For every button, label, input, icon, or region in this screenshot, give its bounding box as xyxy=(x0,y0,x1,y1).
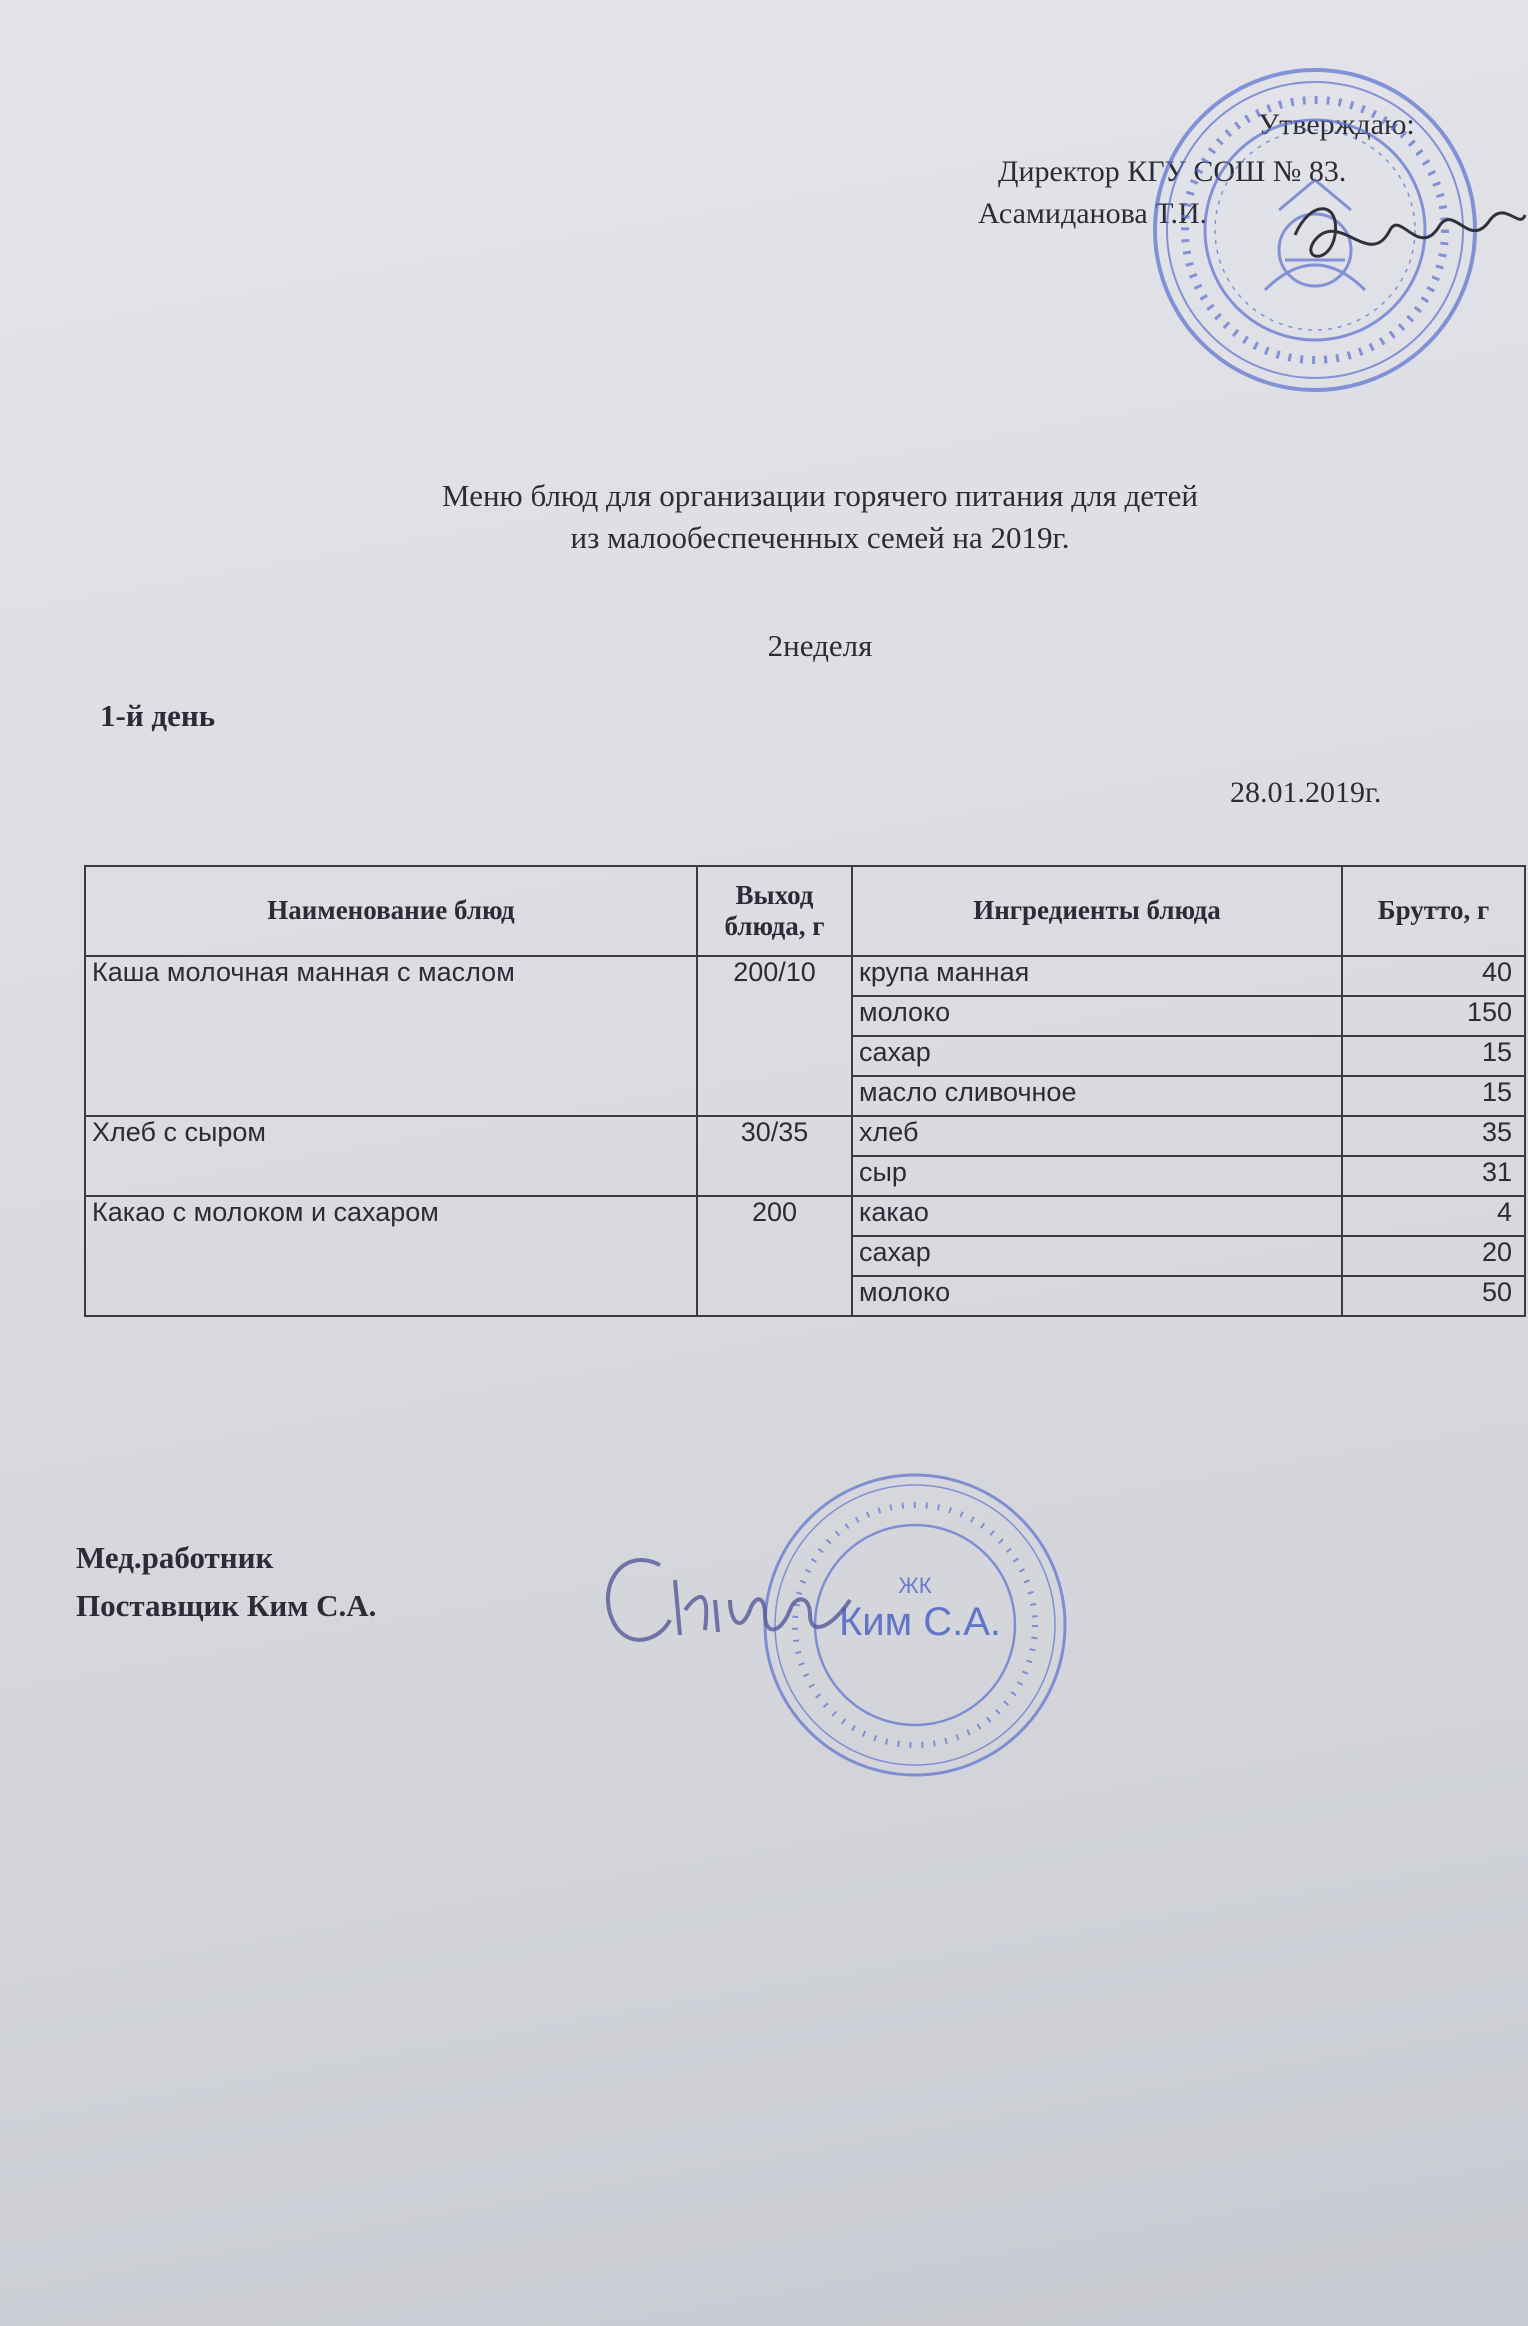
dish-yield: 30/35 xyxy=(697,1116,852,1196)
approval-title: Утверждаю: xyxy=(1258,108,1415,141)
table-row xyxy=(85,956,1525,996)
ingredient-name: какао xyxy=(852,1196,1342,1236)
ingredient-brutto: 31 xyxy=(1342,1156,1525,1196)
ingredient-name: хлеб xyxy=(852,1116,1342,1156)
ingredient-brutto: 150 xyxy=(1342,996,1525,1036)
dish-yield: 200/10 xyxy=(697,956,852,1116)
ingredient-brutto: 4 xyxy=(1342,1196,1525,1236)
approval-name: Асамиданова Т.И. xyxy=(978,197,1208,230)
ingredient-name: масло сливочное xyxy=(852,1076,1342,1116)
dish-yield: 200 xyxy=(697,1196,852,1316)
supplier-signature xyxy=(590,1540,890,1660)
table-row xyxy=(85,1196,1525,1236)
director-signature xyxy=(1280,190,1528,280)
ingredient-name: сахар xyxy=(852,1236,1342,1276)
col-header-brutto: Брутто, г xyxy=(1342,866,1525,956)
dish-name: Хлеб с сыром xyxy=(85,1116,697,1196)
stamp-mark: ЖК xyxy=(898,1573,932,1598)
ingredient-brutto: 15 xyxy=(1342,1036,1525,1076)
stamp-center-text: Ким С.А. xyxy=(838,1600,1002,1644)
col-header-ingredients: Ингредиенты блюда xyxy=(852,866,1342,956)
week-label: 2неделя xyxy=(767,628,873,663)
ingredient-brutto: 50 xyxy=(1342,1276,1525,1316)
menu-date: 28.01.2019г. xyxy=(1230,776,1382,809)
ingredient-name: молоко xyxy=(852,1276,1342,1316)
dish-name: Какао с молоком и сахаром xyxy=(85,1196,697,1316)
ingredient-name: молоко xyxy=(852,996,1342,1036)
menu-title-line2: из малообеспеченных семей на 2019г. xyxy=(570,520,1070,555)
ingredient-brutto: 20 xyxy=(1342,1236,1525,1276)
day-label: 1-й день xyxy=(100,698,216,733)
supplier-label: Поставщик Ким С.А. xyxy=(76,1588,377,1623)
ingredient-name: сыр xyxy=(852,1156,1342,1196)
ingredient-brutto: 35 xyxy=(1342,1116,1525,1156)
menu-title-line1: Меню блюд для организации горячего питания для детей xyxy=(442,478,1198,513)
med-worker-label: Мед.работник xyxy=(76,1540,274,1575)
menu-table xyxy=(84,865,1526,1317)
ingredient-brutto: 40 xyxy=(1342,956,1525,996)
ingredient-name: крупа манная xyxy=(852,956,1342,996)
col-header-yield: Выход блюда, г xyxy=(697,866,852,956)
ingredient-name: сахар xyxy=(852,1036,1342,1076)
approval-director: Директор КГУ СОШ № 83. xyxy=(998,155,1347,188)
table-row xyxy=(85,1116,1525,1156)
col-header-dish: Наименование блюд xyxy=(85,866,697,956)
ingredient-brutto: 15 xyxy=(1342,1076,1525,1116)
dish-name: Каша молочная манная с маслом xyxy=(85,956,697,1116)
table-header-row xyxy=(85,866,1525,956)
